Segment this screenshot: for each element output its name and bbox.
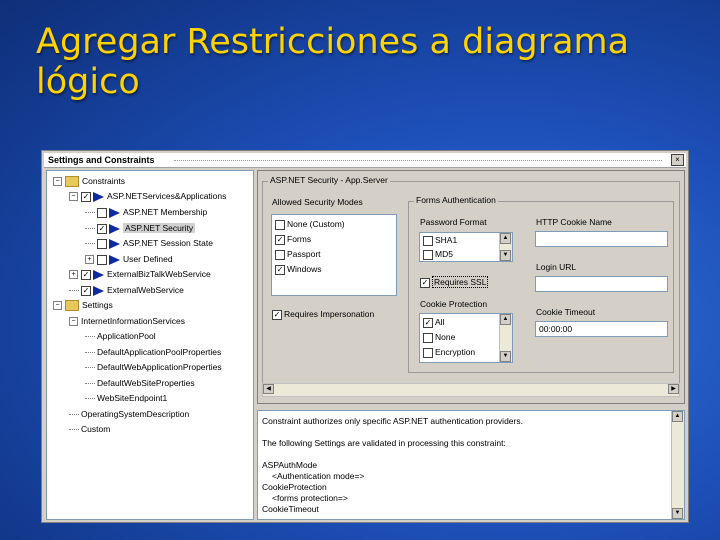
- description-line: CookieTimeout: [262, 504, 319, 514]
- slide-title: Agregar Restricciones a diagrama lógico: [36, 22, 630, 102]
- tree-label: ExternalWebService: [107, 285, 184, 295]
- login-url-input[interactable]: [535, 276, 668, 292]
- collapse-icon[interactable]: −: [69, 317, 78, 326]
- tree-node-default-web-site-props[interactable]: [85, 376, 195, 390]
- protection-all[interactable]: [423, 315, 444, 329]
- mode-label: Passport: [287, 249, 321, 259]
- requires-impersonation[interactable]: [272, 309, 374, 320]
- format-md5[interactable]: [423, 247, 453, 261]
- tree-node-aspnet-session[interactable]: [85, 236, 213, 250]
- format-sha1[interactable]: [423, 233, 457, 247]
- checkbox[interactable]: ✓: [276, 264, 284, 274]
- checkbox[interactable]: ✓: [273, 309, 281, 319]
- tree-label: DefaultWebSiteProperties: [97, 378, 195, 388]
- checkbox[interactable]: ✓: [276, 234, 284, 244]
- tree-label: Custom: [81, 424, 111, 434]
- tree-node-custom[interactable]: [69, 422, 110, 436]
- cookie-protection-list[interactable]: [419, 313, 513, 363]
- tree-node-app-pool[interactable]: [85, 329, 156, 343]
- folder-icon: [65, 176, 79, 187]
- format-label: SHA1: [435, 235, 458, 245]
- tree-connector: [69, 290, 79, 291]
- tree-label: ASP.NET Security: [125, 223, 194, 233]
- collapse-icon[interactable]: −: [53, 177, 62, 186]
- mode-label: Forms: [287, 234, 312, 244]
- security-modes-list[interactable]: [271, 214, 397, 296]
- description-line: The following Settings are validated in processing this constraint:: [262, 438, 506, 448]
- tree-label: DefaultWebApplicationProperties: [97, 362, 222, 372]
- constraint-description: [257, 410, 685, 520]
- mode-windows[interactable]: [275, 262, 321, 276]
- dialog-titlebar: [44, 153, 686, 168]
- scroll-up-icon[interactable]: ▲: [500, 233, 511, 244]
- tree-node-default-web-app-props[interactable]: [85, 360, 222, 374]
- vertical-scrollbar[interactable]: [499, 314, 512, 362]
- constraint-arrow-icon: [109, 224, 120, 234]
- properties-pane: [257, 170, 685, 404]
- http-cookie-name-label: HTTP Cookie Name: [536, 217, 612, 227]
- settings-constraints-dialog: [41, 150, 689, 523]
- scroll-left-icon[interactable]: ◀: [263, 384, 274, 394]
- protection-label: None: [435, 332, 456, 342]
- tree-label: ASP.NET Membership: [123, 207, 208, 217]
- checkbox[interactable]: [423, 348, 433, 358]
- checkbox[interactable]: [97, 255, 107, 265]
- cookie-timeout-input[interactable]: 00:00:00: [535, 321, 668, 337]
- scroll-right-icon[interactable]: ▶: [668, 384, 679, 394]
- protection-none[interactable]: [423, 330, 455, 344]
- tree-connector: [85, 367, 95, 368]
- checkbox-label: Requires Impersonation: [284, 309, 375, 319]
- tree-label: ExternalBizTalkWebService: [107, 269, 211, 279]
- description-line: CookieProtection: [262, 482, 327, 492]
- scroll-down-icon[interactable]: ▼: [500, 351, 511, 362]
- protection-label: Encryption: [435, 347, 476, 357]
- tree-connector: [85, 212, 95, 213]
- mode-label: Windows: [287, 264, 322, 274]
- tree-connector: [85, 383, 95, 384]
- checkbox[interactable]: [423, 236, 433, 246]
- folder-icon: [65, 300, 79, 311]
- expand-icon[interactable]: +: [69, 270, 78, 279]
- scroll-up-icon[interactable]: ▲: [500, 314, 511, 325]
- tree-node-constraints[interactable]: [53, 174, 125, 188]
- protection-encryption[interactable]: [423, 345, 475, 359]
- constraint-arrow-icon: [93, 270, 104, 280]
- checkbox[interactable]: [423, 333, 433, 343]
- tree-node-user-defined[interactable]: [85, 252, 173, 266]
- scroll-down-icon[interactable]: ▼: [500, 250, 511, 261]
- horizontal-scrollbar[interactable]: [262, 383, 680, 397]
- tree-connector: [85, 228, 95, 229]
- constraint-arrow-icon: [93, 286, 104, 296]
- checkbox[interactable]: ✓: [98, 223, 106, 233]
- mode-label: None (Custom): [287, 219, 345, 229]
- tree-connector: [85, 243, 95, 244]
- tree-label: ASP.NETServices&Applications: [107, 191, 227, 201]
- tree-label: WebSiteEndpoint1: [97, 393, 168, 403]
- constraint-arrow-icon: [109, 255, 120, 265]
- constraint-arrow-icon: [109, 239, 120, 249]
- description-line: <Authentication mode=>: [272, 471, 365, 481]
- vertical-scrollbar[interactable]: [499, 233, 512, 261]
- tree-connector: [69, 429, 79, 430]
- checkbox[interactable]: ✓: [424, 317, 432, 327]
- checkbox[interactable]: [275, 250, 285, 260]
- cookie-timeout-label: Cookie Timeout: [536, 307, 596, 317]
- close-button[interactable]: ×: [671, 154, 684, 166]
- mode-passport[interactable]: [275, 247, 321, 261]
- scroll-up-icon[interactable]: ▲: [672, 411, 683, 422]
- mode-none[interactable]: [275, 217, 345, 231]
- password-format-label: Password Format: [420, 217, 487, 227]
- tree-label: InternetInformationServices: [81, 316, 185, 326]
- expand-icon[interactable]: +: [85, 255, 94, 264]
- tree-label: Constraints: [82, 176, 125, 186]
- description-line: ASPAuthMode: [262, 460, 318, 470]
- tree-node-aspnet-services[interactable]: [69, 189, 226, 203]
- tree-connector: [69, 414, 79, 415]
- checkbox[interactable]: ✓: [82, 269, 90, 279]
- tree-label: OperatingSystemDescription: [81, 409, 190, 419]
- format-label: MD5: [435, 249, 453, 259]
- description-line: <forms protection=>: [272, 493, 348, 503]
- group-title: ASP.NET Security - App.Server: [270, 175, 388, 185]
- tree-node-settings[interactable]: [53, 298, 113, 312]
- tree-node-aspnet-security[interactable]: [85, 221, 195, 235]
- constraint-arrow-icon: [93, 192, 104, 202]
- checkbox[interactable]: [97, 239, 107, 249]
- http-cookie-name-input[interactable]: [535, 231, 668, 247]
- checkbox[interactable]: [97, 208, 107, 218]
- scroll-down-icon[interactable]: ▼: [672, 508, 683, 519]
- tree-label: DefaultApplicationPoolProperties: [97, 347, 222, 357]
- checkbox[interactable]: ✓: [82, 191, 90, 201]
- tree-label: ApplicationPool: [97, 331, 156, 341]
- forms-auth-label: Forms Authentication: [416, 195, 496, 205]
- dialog-title: Settings and Constraints: [48, 155, 155, 165]
- tree-node-external-web[interactable]: [69, 283, 184, 297]
- checkbox-label: Requires SSL: [434, 277, 487, 287]
- password-format-list[interactable]: [419, 232, 513, 262]
- constraint-arrow-icon: [109, 208, 120, 218]
- collapse-icon[interactable]: −: [53, 301, 62, 310]
- description-line: Constraint authorizes only specific ASP.NET authentication providers.: [262, 416, 523, 426]
- mode-forms[interactable]: [275, 232, 311, 246]
- checkbox[interactable]: [275, 220, 285, 230]
- tree-node-iis[interactable]: [69, 314, 185, 328]
- tree-connector: [85, 398, 95, 399]
- requires-ssl[interactable]: [420, 277, 488, 288]
- checkbox[interactable]: ✓: [82, 285, 90, 295]
- collapse-icon[interactable]: −: [69, 192, 78, 201]
- vertical-scrollbar[interactable]: [671, 411, 684, 519]
- tree-node-default-app-pool-props[interactable]: [85, 345, 221, 359]
- tree-node-biztalk[interactable]: [69, 267, 211, 281]
- allowed-modes-label: Allowed Security Modes: [272, 197, 363, 207]
- protection-label: All: [435, 317, 445, 327]
- tree-connector: [85, 336, 95, 337]
- tree-node-os-desc[interactable]: [69, 407, 189, 421]
- titlebar-divider: [174, 160, 662, 161]
- tree-label: User Defined: [123, 254, 173, 264]
- tree-label: ASP.NET Session State: [123, 238, 213, 248]
- login-url-label: Login URL: [536, 262, 577, 272]
- checkbox[interactable]: ✓: [421, 277, 429, 287]
- tree-node-web-site-endpoint[interactable]: [85, 391, 167, 405]
- tree-connector: [85, 352, 95, 353]
- constraints-tree[interactable]: [46, 170, 254, 520]
- tree-node-aspnet-membership[interactable]: [85, 205, 207, 219]
- cookie-protection-label: Cookie Protection: [420, 299, 488, 309]
- tree-label: Settings: [82, 300, 113, 310]
- checkbox[interactable]: [423, 250, 433, 260]
